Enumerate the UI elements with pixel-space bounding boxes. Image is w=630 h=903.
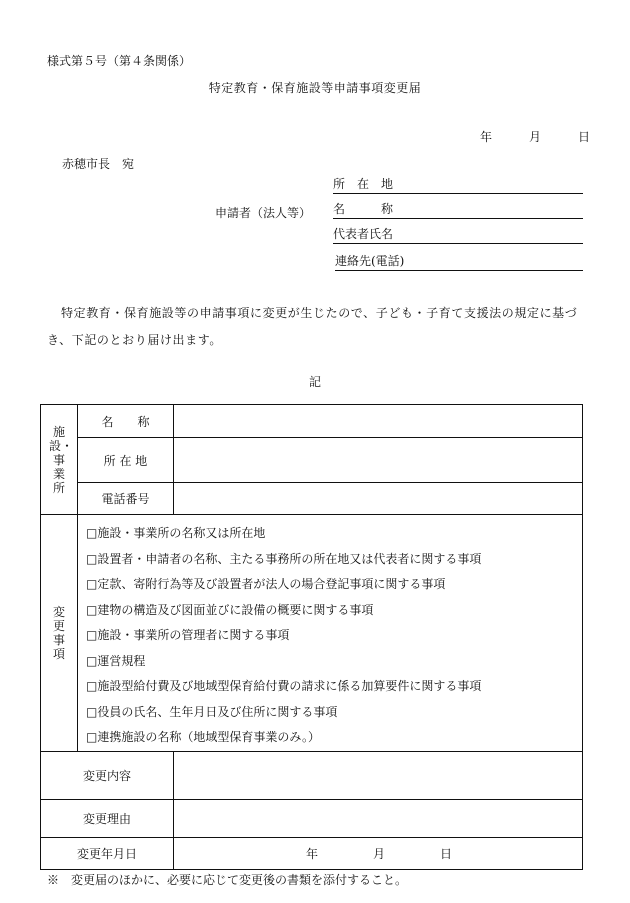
document-title: 特定教育・保育施設等申請事項変更届 (208, 81, 422, 95)
change-item-checkbox[interactable]: □定款、寄附行為等及び設置者が法人の場合登記事項に関する事項 (86, 577, 446, 591)
form-number: 様式第５号（第４条関係） (47, 54, 192, 68)
change-item-checkbox[interactable]: □設置者・申請者の名称、主たる事務所の所在地又は代表者に関する事項 (86, 551, 482, 566)
facility-name-input[interactable] (174, 405, 583, 438)
change-notification-table (40, 404, 583, 870)
date-day-label: 日 (577, 130, 590, 144)
contact-phone-label: 連絡先(電話) (335, 254, 405, 268)
change-date-year: 年 (306, 846, 319, 861)
change-items-cell (78, 515, 583, 752)
applicant-address-label: 所 在 地 (333, 177, 394, 191)
submission-date (480, 128, 590, 145)
representative-name-field[interactable] (333, 228, 583, 244)
change-reason-label: 変更理由 (82, 811, 131, 826)
date-month-label: 月 (528, 130, 541, 144)
change-content-input[interactable] (174, 751, 583, 799)
representative-name-label: 代表者氏名 (333, 227, 394, 241)
facility-group-label: 施設・事業所 (49, 424, 74, 495)
facility-name-label: 名 称 (101, 414, 150, 429)
facility-group-cell (41, 405, 78, 515)
change-date-label-cell (41, 837, 174, 869)
facility-phone-label-cell (78, 483, 174, 515)
change-item-checkbox[interactable]: □役員の氏名、生年月日及び住所に関する事項 (86, 704, 338, 719)
facility-name-label-cell (78, 405, 174, 438)
change-reason-input[interactable] (174, 799, 583, 837)
change-group-label: 変更事項 (52, 604, 65, 661)
change-item-checkbox[interactable]: □施設・事業所の管理者に関する事項 (86, 628, 290, 642)
body-paragraph: 特定教育・保育施設等の申請事項に変更が生じたので、子ども・子育て支援法の規定に基づき、下記のとおり届け出ます。 (47, 306, 578, 347)
change-date-day: 日 (439, 846, 452, 861)
contact-phone-field[interactable] (335, 255, 583, 271)
change-item-checkbox[interactable]: □連携施設の名称（地域型保育事業のみ。） (86, 730, 321, 744)
change-items-list (78, 515, 582, 751)
change-date-month: 月 (372, 846, 385, 861)
change-reason-label-cell (41, 799, 174, 837)
change-content-label-cell (41, 751, 174, 799)
facility-phone-input[interactable] (174, 483, 583, 515)
ki-heading: 記 (308, 375, 321, 389)
applicant-address-field[interactable] (333, 178, 583, 194)
change-item-checkbox[interactable]: □建物の構造及び図面並びに設備の概要に関する事項 (86, 602, 374, 617)
applicant-name-field[interactable] (333, 203, 583, 219)
change-group-cell (41, 515, 78, 752)
change-date-label: 変更年月日 (76, 846, 137, 861)
change-content-label: 変更内容 (82, 768, 131, 783)
applicant-label: 申請者（法人等） (215, 206, 312, 220)
date-year-label: 年 (480, 130, 493, 144)
applicant-name-label: 名 称 (333, 202, 394, 216)
change-item-checkbox[interactable]: □施設型給付費及び地域型保育給付費の請求に係る加算要件に関する事項 (86, 679, 482, 693)
change-date-input[interactable] (174, 837, 583, 869)
change-item-checkbox[interactable]: □運営規程 (86, 653, 146, 668)
facility-phone-label: 電話番号 (101, 492, 150, 506)
facility-address-input[interactable] (174, 438, 583, 483)
change-date-units (174, 845, 582, 862)
change-item-checkbox[interactable]: □施設・事業所の名称又は所在地 (86, 526, 266, 540)
footnote: ※ 変更届のほかに、必要に応じて変更後の書類を添付すること。 (47, 873, 408, 887)
addressee: 赤穂市長 宛 (62, 157, 135, 171)
facility-address-label-cell (78, 438, 174, 483)
facility-address-label: 所 在 地 (103, 453, 148, 468)
